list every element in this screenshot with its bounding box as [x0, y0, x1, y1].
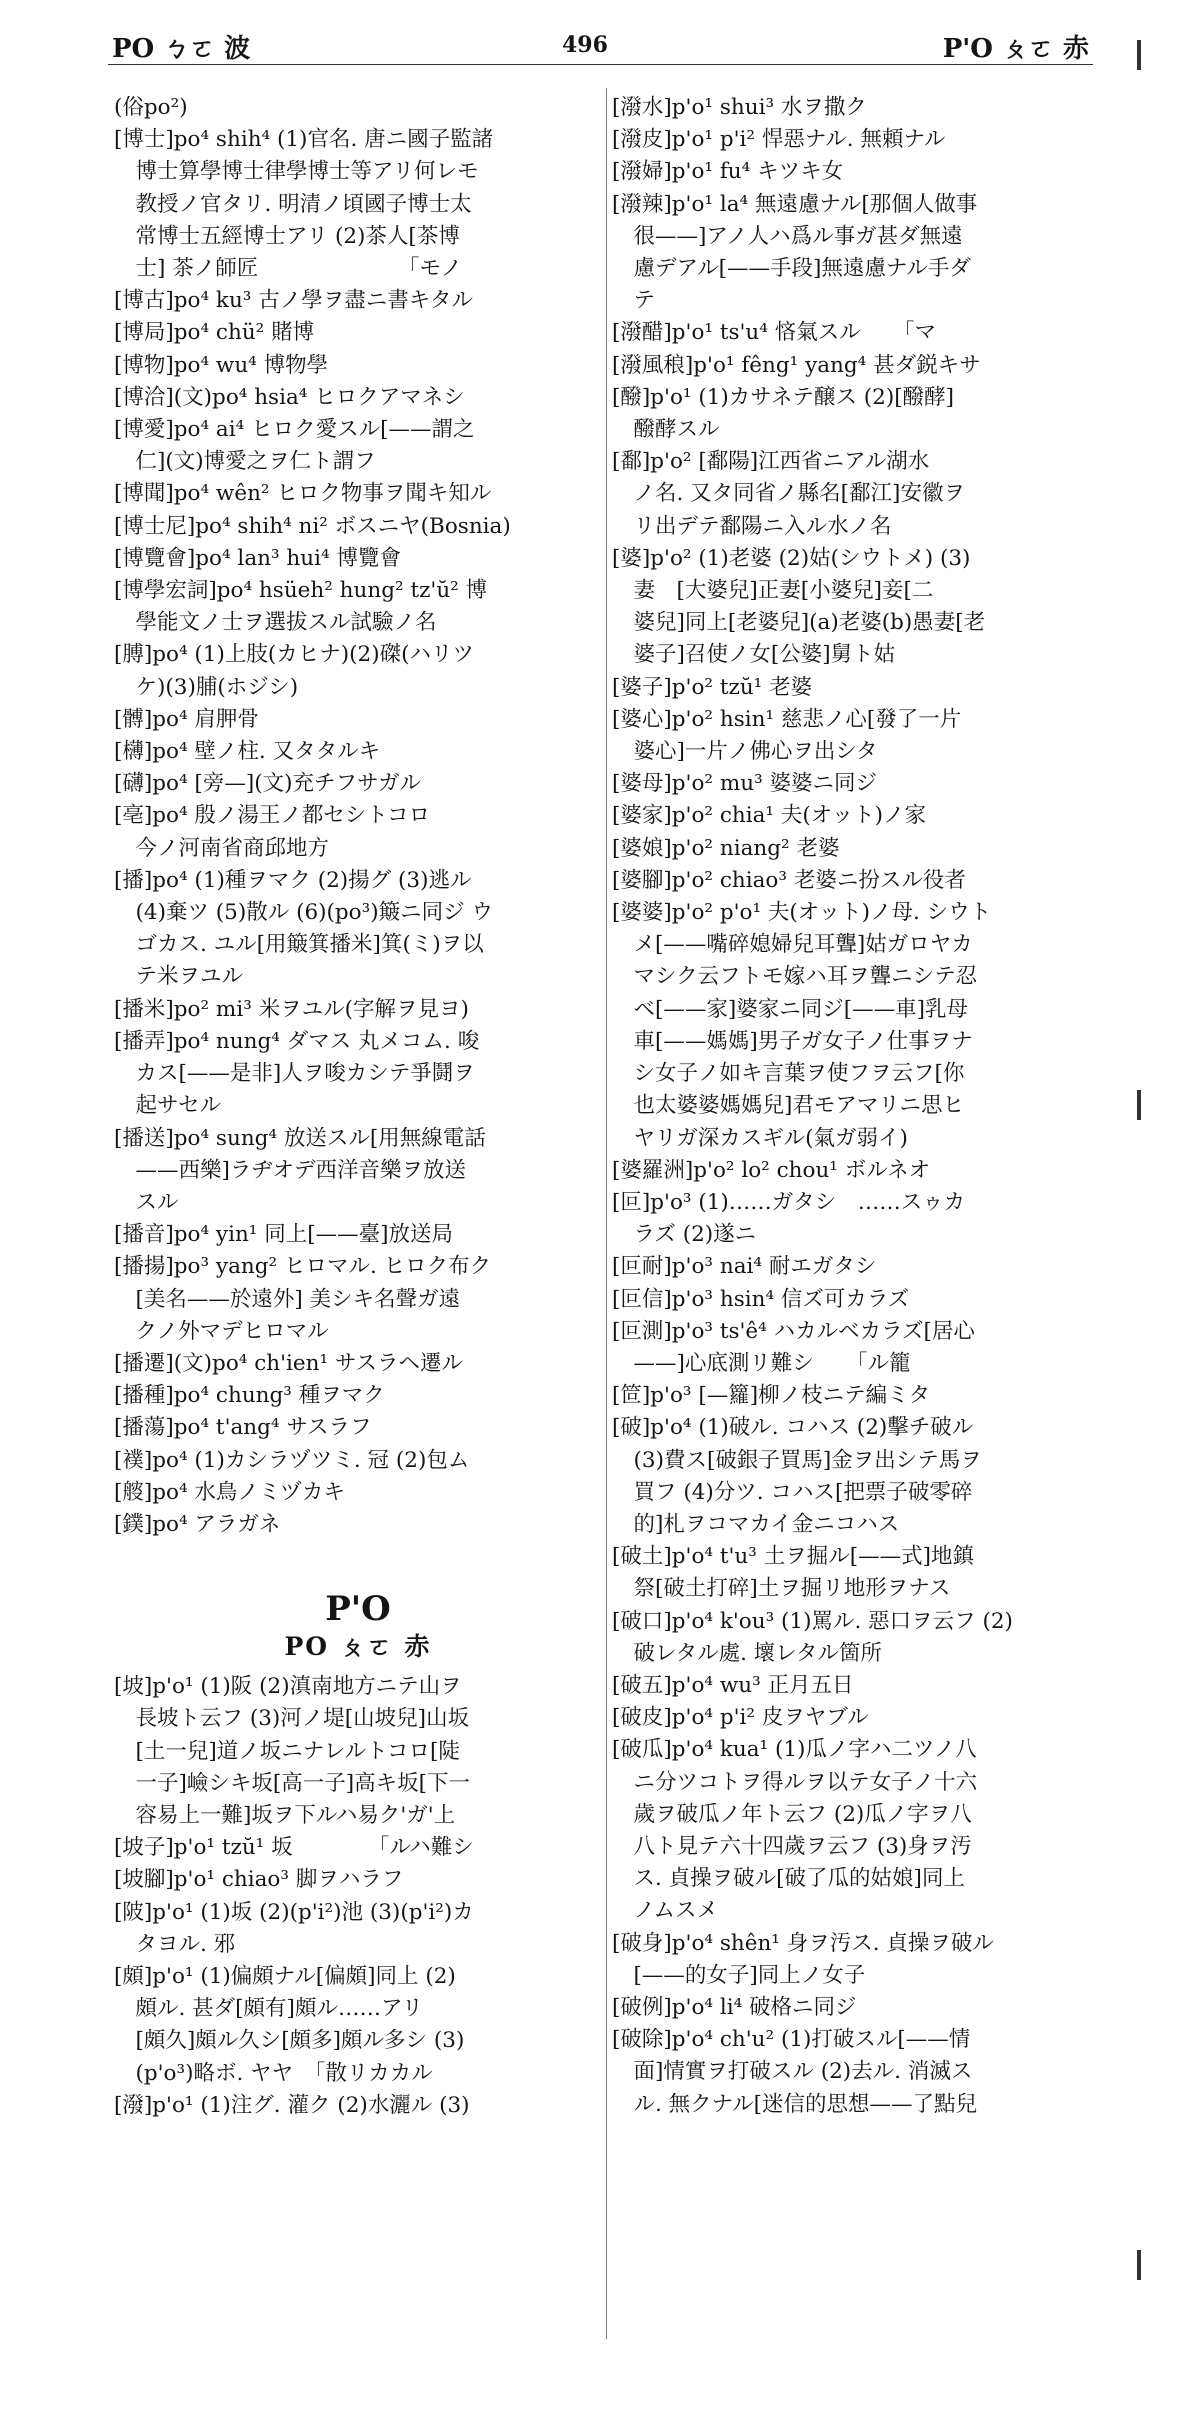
header-rule	[108, 64, 1093, 65]
entry-line: [襆]po⁴ (1)カシラヅツミ. 冠 (2)包ム	[114, 1447, 470, 1473]
page-edge-mark	[1137, 2250, 1141, 2280]
section-subheading: PO ㄆㄛ 赤	[284, 1632, 432, 1662]
entry-line: 教授ノ官タリ. 明清ノ頃國子博士太	[114, 191, 472, 217]
entry-line: (俗po²)	[114, 95, 188, 120]
entry-line: [坡子]p'o¹ tzŭ¹ 坂 「ルハ難シ	[114, 1835, 474, 1861]
entry-line: 買フ (4)分ツ. コハス[把票子破零碎	[612, 1479, 973, 1505]
entry-line: [博洽](文)po⁴ hsia⁴ ヒロクアマネシ	[114, 384, 465, 410]
entry-line: [潑辣]p'o¹ la⁴ 無遠慮ナル[那個人做事	[612, 191, 978, 217]
section-heading: P'O	[325, 1589, 391, 1630]
header-left: PO ㄅㄛ 波	[112, 34, 251, 64]
entry-line: [婆腳]p'o² chiao³ 老婆ニ扮スル役者	[612, 867, 966, 893]
entry-line: ゴカス. ユル[用簸箕播米]箕(ミ)ヲ以	[114, 932, 484, 958]
entry-line: 長坡ト云フ (3)河ノ堤[山坡兒]山坂	[114, 1706, 470, 1732]
entry-line: ——]心底測リ難シ 「ル籠	[612, 1350, 911, 1376]
entry-line: [美名——於遠外] 美シキ名聲ガ遠	[114, 1286, 461, 1312]
entry-line: [破口]p'o⁴ k'ou³ (1)罵ル. 惡口ヲ云フ (2)	[612, 1608, 1013, 1634]
entry-line: [叵]p'o³ (1)……ガタシ ……スゥカ	[612, 1189, 966, 1215]
entry-line: 八ト見テ六十四歲ヲ云フ (3)身ヲ汚	[612, 1833, 972, 1859]
entry-line: ノムスメ	[612, 1898, 718, 1924]
entry-line: [婆婆]p'o² p'o¹ 夫(オット)ノ母. シウト	[612, 900, 992, 926]
entry-line: [婆羅洲]p'o² lo² chou¹ ボルネオ	[612, 1157, 931, 1183]
entry-line: [播米]po² mi³ 米ヲユル(字解ヲ見ヨ)	[114, 996, 469, 1022]
entry-line: [博學宏詞]po⁴ hsüeh² hung² tz'ŭ² 博	[114, 578, 488, 604]
entry-line: ル. 無クナル[迷信的思想——了點兒	[612, 2091, 977, 2117]
entry-line: メ[——嘴碎媳婦兒耳聾]姑ガロヤカ	[612, 932, 973, 958]
entry-line: [醱]p'o¹ (1)カサネテ醸ス (2)[醱酵]	[612, 384, 955, 410]
entry-line: ケ)(3)脯(ホジシ)	[114, 674, 299, 700]
entry-line: [潑風稂]p'o¹ fêng¹ yang⁴ 甚ダ鋭キサ	[612, 352, 981, 378]
page-number: 496	[562, 32, 608, 58]
entry-line: 歲ヲ破瓜ノ年ト云フ (2)瓜ノ字ヲ八	[612, 1801, 972, 1827]
entry-line: [笸]p'o³ [—籮]柳ノ枝ニテ編ミタ	[612, 1383, 931, 1409]
entry-line: 婆子]召使ノ女[公婆]舅ト姑	[612, 642, 896, 668]
entry-line: [播送]po⁴ sung⁴ 放送スル[用無線電話	[114, 1125, 486, 1151]
entry-line: [亳]po⁴ 殷ノ湯王ノ都セシトコロ	[114, 803, 431, 829]
entry-line: 容易上一難]坂ヲ下ルハ易ク'ガ'上	[114, 1802, 456, 1828]
entry-line: [膊]po⁴ (1)上肢(カヒナ)(2)磔(ハリツ	[114, 642, 475, 668]
entry-line: ニ分ツコトヲ得ルヲ以テ女子ノ十六	[612, 1769, 978, 1795]
right-column	[612, 92, 1102, 2121]
entry-line: 車[——媽媽]男子ガ女子ノ仕事ヲナ	[612, 1028, 973, 1054]
entry-line: [破五]p'o⁴ wu³ 正月五日	[612, 1672, 854, 1698]
entry-line: [土一兒]道ノ坂ニナレルトコロ[陡	[114, 1738, 460, 1764]
entry-line: 頗ル. 甚ダ[頗有]頗ル……アリ	[114, 1996, 424, 2022]
entry-line: [頗久]頗ル久シ[頗多]頗ル多シ (3)	[114, 2028, 465, 2054]
entry-line: 面]情實ヲ打破スル (2)去ル. 消滅ス	[612, 2059, 973, 2085]
entry-line: (3)費ス[破銀子買馬]金ヲ出シテ馬ヲ	[612, 1447, 982, 1473]
entry-line: [潑水]p'o¹ shui³ 水ヲ撒ク	[612, 95, 867, 120]
entry-line: ス. 貞操ヲ破ル[破了瓜的姑娘]同上	[612, 1866, 965, 1892]
entry-line: [潑皮]p'o¹ p'i² 悍惡ナル. 無頼ナル	[612, 127, 946, 153]
entry-line: 妻 [大婆兒]正妻[小婆兒]妾[二	[612, 578, 934, 604]
column-divider	[606, 88, 607, 2339]
entry-line: ヤリガ深カスギル(氣ガ弱イ)	[612, 1125, 908, 1151]
entry-line: 仁](文)博愛之ヲ仁ト謂フ	[114, 449, 376, 475]
entry-line: テ米ヲユル	[114, 964, 244, 990]
entry-line: [破皮]p'o⁴ p'i² 皮ヲヤブル	[612, 1705, 869, 1731]
entry-line: ノ名. 又タ同省ノ縣名[鄱江]安徽ヲ	[612, 481, 965, 507]
entry-line: 慮デアル[——手段]無遠慮ナル手ダ	[612, 256, 971, 282]
entry-line: [播]po⁴ (1)種ヲマク (2)揚グ (3)逃ル	[114, 867, 472, 893]
entry-line: [婆心]p'o² hsin¹ 慈悲ノ心[發了一片	[612, 706, 962, 732]
entry-line: [婆]p'o² (1)老婆 (2)姑(シウトメ) (3)	[612, 545, 971, 571]
entry-line: [播音]po⁴ yin¹ 同上[——臺]放送局	[114, 1222, 454, 1248]
entry-line: [鄱]p'o² [鄱陽]江西省ニアル湖水	[612, 449, 930, 475]
entry-line: 婆兒]同上[老婆兒](a)老婆(b)愚妻[老	[612, 610, 986, 636]
entry-line: (p'o³)略ボ. ヤヤ 「散リカカル	[114, 2060, 433, 2086]
entry-line: [博局]po⁴ chü² 賭博	[114, 320, 315, 346]
entry-line: [欂]po⁴ 壁ノ柱. 又タタルキ	[114, 739, 381, 765]
entry-line: 學能文ノ士ヲ選拔スル試驗ノ名	[114, 610, 437, 636]
entry-line: ベ[——家]婆家ニ同ジ[——車]乳母	[612, 996, 969, 1022]
entry-line: 今ノ河南省商邱地方	[114, 835, 330, 861]
entry-line: [叵信]p'o³ hsin⁴ 信ズ可カラズ	[612, 1286, 910, 1312]
entry-line: 醱酵スル	[612, 417, 720, 443]
entry-line: 士] 茶ノ師匠 「モノ	[114, 256, 463, 282]
entry-line: スル	[114, 1189, 179, 1215]
entry-line: [破]p'o⁴ (1)破ル. コハス (2)擊チ破ル	[612, 1415, 974, 1441]
left-column	[114, 92, 602, 2122]
entry-line: [坡]p'o¹ (1)阪 (2)滇南地方ニテ山ヲ	[114, 1674, 462, 1700]
entry-line: [播蕩]po⁴ t'ang⁴ サスラフ	[114, 1415, 372, 1441]
entry-line: [婆子]p'o² tzŭ¹ 老婆	[612, 674, 813, 700]
entry-line: [頗]p'o¹ (1)偏頗ナル[偏頗]同上 (2)	[114, 1963, 456, 1989]
header-right: P'O ㄆㄛ 赤	[942, 34, 1089, 64]
entry-line: [博愛]po⁴ ai⁴ ヒロク愛スル[——謂之	[114, 417, 475, 443]
entry-line: 破レタル處. 壞レタル箇所	[612, 1640, 882, 1666]
entry-line: 也太婆婆媽媽兒]君モアマリニ思ヒ	[612, 1093, 964, 1119]
entry-line: [破除]p'o⁴ ch'u² (1)打破スル[——情	[612, 2027, 971, 2053]
entry-line: 祭[破土打碎]土ヲ掘リ地形ヲナス	[612, 1576, 951, 1602]
entry-line: 的]札ヲコマカイ金ニコハス	[612, 1511, 900, 1537]
entry-line: クノ外マデヒロマル	[114, 1318, 329, 1344]
entry-line: [博物]po⁴ wu⁴ 博物學	[114, 352, 329, 378]
entry-line: [鏷]po⁴ アラガネ	[114, 1511, 281, 1537]
entry-line: リ出デテ鄱陽ニ入ル水ノ名	[612, 513, 892, 539]
entry-line: 婆心]一片ノ佛心ヲ出シタ	[612, 739, 878, 765]
entry-line: タヨル. 邪	[114, 1931, 236, 1957]
entry-line: [破瓜]p'o⁴ kua¹ (1)瓜ノ字ハ二ツノ八	[612, 1737, 977, 1763]
entry-line: [博聞]po⁴ wên² ヒロク物事ヲ聞キ知ル	[114, 481, 492, 507]
entry-line: [潑]p'o¹ (1)注グ. 灌ク (2)水灑ル (3)	[114, 2092, 470, 2118]
entry-line: [潑婦]p'o¹ fu⁴ キツキ女	[612, 159, 844, 185]
entry-line: [婆娘]p'o² niang² 老婆	[612, 835, 840, 861]
entry-line: [博士]po⁴ shih⁴ (1)官名. 唐ニ國子監諸	[114, 127, 494, 153]
page-edge-mark	[1137, 40, 1141, 70]
entry-line: [播揚]po³ yang² ヒロマル. ヒロク布ク	[114, 1254, 492, 1280]
entry-line: ラズ (2)遂ニ	[612, 1222, 757, 1248]
entry-line: [博古]po⁴ ku³ 古ノ學ヲ盡ニ書キタル	[114, 288, 474, 314]
entry-line: 起サセル	[114, 1093, 222, 1119]
entry-line: [婆母]p'o² mu³ 婆婆ニ同ジ	[612, 771, 878, 797]
entry-line: [破土]p'o⁴ t'u³ 土ヲ掘ル[——式]地鎮	[612, 1544, 974, 1570]
entry-line: ——西樂]ラヂオデ西洋音樂ヲ放送	[114, 1157, 466, 1183]
entry-line: [破身]p'o⁴ shên¹ 身ヲ汚ス. 貞操ヲ破ル	[612, 1930, 994, 1956]
entry-line: テ	[612, 288, 656, 314]
entry-line: [叵耐]p'o³ nai⁴ 耐エガタシ	[612, 1254, 877, 1280]
entry-line: マシク云フトモ嫁ハ耳ヲ聾ニシテ忍	[612, 964, 978, 990]
entry-line: [䑹]po⁴ 水鳥ノミヅカキ	[114, 1479, 345, 1505]
entry-line: [播遷](文)po⁴ ch'ien¹ サスラヘ遷ル	[114, 1350, 464, 1376]
entry-line: [叵測]p'o³ ts'ê⁴ ハカルベカラズ[居心	[612, 1318, 975, 1344]
entry-line: 博士算學博士律學博士等アリ何レモ	[114, 159, 479, 185]
entry-line: [博士尼]po⁴ shih⁴ ni² ボスニヤ(Bosnia)	[114, 513, 511, 539]
entry-line: [博覽會]po⁴ lan³ hui⁴ 博覽會	[114, 545, 401, 571]
entry-line: [婆家]p'o² chia¹ 夫(オット)ノ家	[612, 803, 927, 829]
entry-line: [播種]po⁴ chung³ 種ヲマク	[114, 1383, 385, 1409]
entry-line: [坡腳]p'o¹ chiao³ 脚ヲハラフ	[114, 1867, 404, 1893]
entry-line: カス[——是非]人ヲ唆カシテ爭鬪ヲ	[114, 1061, 475, 1087]
entry-line: [陂]p'o¹ (1)坂 (2)(p'i²)池 (3)(p'i²)カ	[114, 1899, 474, 1925]
entry-line: [破例]p'o⁴ li⁴ 破格ニ同ジ	[612, 1994, 857, 2020]
entry-line: (4)棄ツ (5)散ル (6)(po³)簸ニ同ジ ウ	[114, 900, 493, 926]
entry-line: [髆]po⁴ 肩胛骨	[114, 706, 259, 732]
page-edge-mark	[1137, 1090, 1141, 1120]
entry-line: [——的女子]同上ノ女子	[612, 1962, 866, 1988]
entry-line: シ女子ノ如キ言葉ヲ使フヲ云フ[你	[612, 1061, 965, 1087]
entry-line: [播弄]po⁴ nung⁴ ダマス 丸メコム. 唆	[114, 1028, 480, 1054]
entry-line: 常博士五經博士アリ (2)茶人[茶博	[114, 223, 460, 249]
entry-line: [潑醋]p'o¹ ts'u⁴ 悋氣スル 「マ	[612, 320, 936, 346]
entry-line: 很——]アノ人ハ爲ル事ガ甚ダ無遠	[612, 223, 963, 249]
entry-line: [礴]po⁴ [旁—](文)充チフサガル	[114, 771, 422, 797]
entry-line: 一子]嶮シキ坂[高一子]高キ坂[下一	[114, 1770, 471, 1796]
